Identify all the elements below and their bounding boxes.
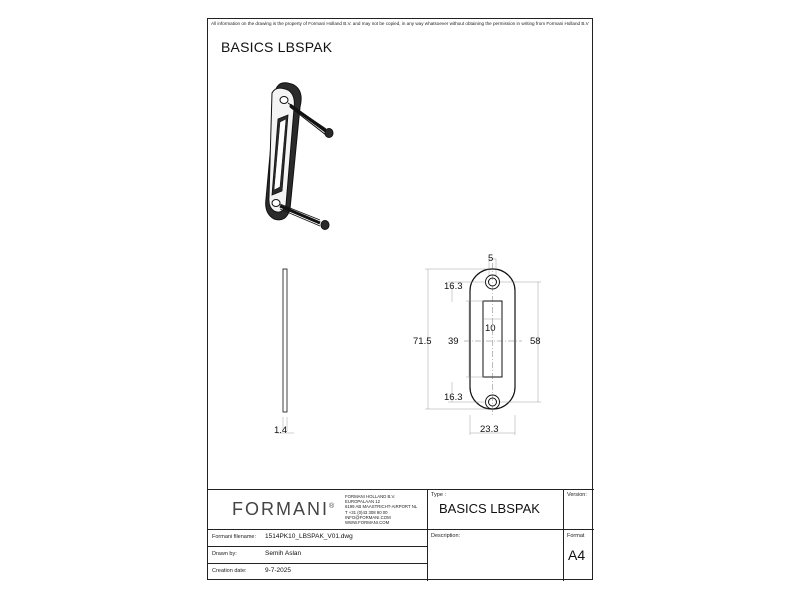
address-line: INFO@FORMANI.COM — [345, 514, 391, 520]
format-value: A4 — [568, 547, 586, 563]
title-block-divider — [208, 529, 594, 530]
front-view — [425, 259, 541, 435]
creation-date-label: Creation date: — [212, 568, 247, 574]
type-value: BASICS LBSPAK — [439, 501, 540, 516]
title-block-divider — [563, 489, 564, 581]
dim-top-width: 5 — [488, 253, 494, 264]
address-line: FORMANI HOLLAND B.V. — [345, 494, 396, 499]
title-block-divider — [208, 546, 428, 547]
title-block-divider — [427, 489, 428, 581]
dim-slot-width: 10 — [485, 323, 496, 334]
logo-wordmark: FORMANI — [232, 499, 329, 519]
version-label: Version: — [567, 492, 587, 498]
company-address — [345, 494, 417, 525]
isometric-view — [266, 83, 333, 230]
dim-hole-spacing: 58 — [530, 336, 541, 347]
drawing-sheet — [207, 18, 593, 580]
address-line: 6199 AB MAASTRICHT-AIRPORT NL — [345, 504, 418, 510]
dim-hole-offset-bottom: 16.3 — [444, 392, 463, 403]
drawn-by-value: Semih Aslan — [265, 550, 302, 557]
format-label: Format — [567, 533, 585, 539]
title-block-top-border — [208, 489, 594, 490]
description-label: Description: — [431, 533, 461, 539]
filename-label: Formani filename: — [212, 534, 257, 540]
formani-logo — [232, 499, 334, 520]
address-line: T +31 (0)43 308 90 00 — [345, 509, 388, 515]
filename-value: 1514PK10_LBSPAK_V01.dwg — [265, 533, 353, 540]
drawing-title: BASICS LBSPAK — [221, 39, 333, 55]
dim-slot-length: 39 — [448, 336, 459, 347]
address-line: EUROPALAAN 12 — [345, 499, 381, 505]
dim-overall-length: 71.5 — [413, 336, 432, 347]
drawn-by-label: Drawn by: — [212, 551, 237, 557]
creation-date-value: 9-7-2025 — [265, 567, 292, 574]
type-label: Type : — [431, 492, 446, 498]
dim-side-thickness: 1.4 — [274, 425, 288, 436]
dim-hole-offset-top: 16.3 — [444, 281, 463, 292]
side-view — [276, 269, 294, 433]
dim-plate-width: 23.3 — [480, 424, 499, 435]
title-block-divider — [208, 563, 428, 564]
registered-mark: ® — [329, 503, 335, 510]
address-line: WWW.FORMANI.COM — [345, 520, 390, 526]
copyright-notice: All information on the drawing is the property of Formani Holland B.V. and may not be copied, in any way whatsoever without obtaining the permission in writing from Formani Holland B.V — [211, 21, 589, 26]
